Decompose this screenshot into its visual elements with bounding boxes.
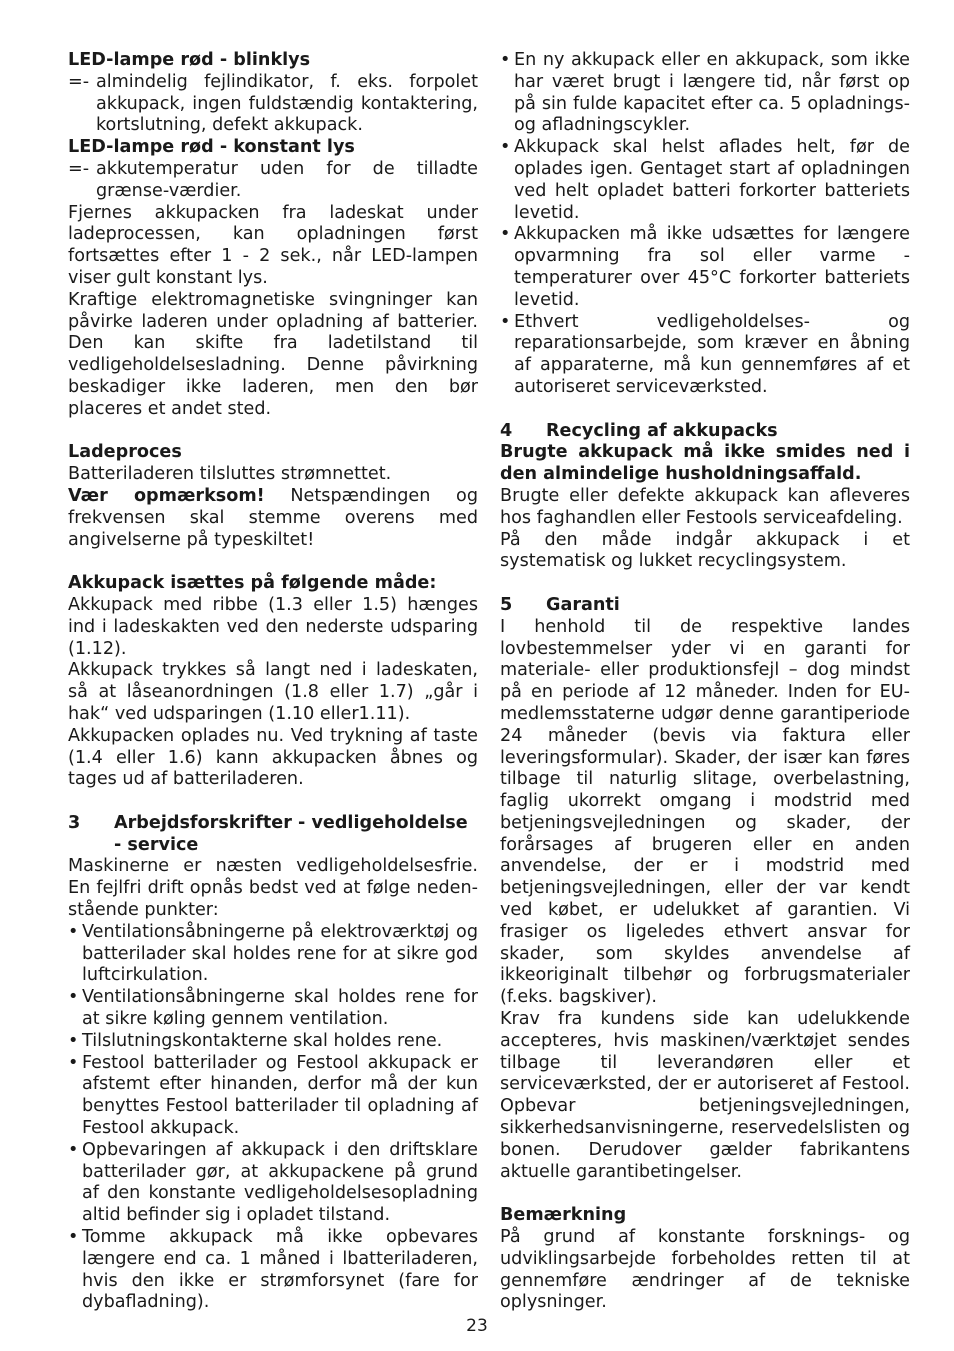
bullet-icon: •: [500, 50, 511, 70]
heading-led-blink: LED-lampe rød - blinklys: [68, 50, 311, 70]
section-4-subheading: Brugte akkupack må ikke smides ned i den almindelige husholdningsaffald.: [500, 442, 910, 485]
bullet-icon: •: [500, 137, 511, 158]
section-4-title: Recycling af akkupacks: [546, 420, 778, 441]
list-item: • Akkupack skal helst aflades helt, før de oplades igen. Gentaget start af opladningen ved helt opladet batteri forkorter batteriets levetid.: [500, 137, 910, 223]
list-item: • Tomme akkupack må ikke opbevares længere end ca. 1 måned i lbatteriladeren, hvis den ikke er strømforsynet (fare for dybafladning).: [68, 1227, 478, 1313]
heading-bemaerkning: Bemærkning: [500, 1205, 627, 1226]
list-item: • Akkupacken må ikke udsættes for længere opvarmning fra sol eller varme - temperaturer over 45°C forkorter batteriets levetid.: [500, 224, 910, 310]
list-item: • En ny akkupack eller en akkupack, som ikke har været brugt i længere tid, når først op på sin fulde kapacitet efter ca. 5 opladnings- og afladningscykler.: [500, 50, 910, 136]
section-4-number: 4: [500, 420, 513, 441]
heading-led-constant: LED-lampe rød - konstant lys: [68, 137, 355, 158]
heading-ladeproces: Ladeproces: [68, 442, 182, 463]
list-item: • Tilslutningskontakterne skal holdes rene.: [68, 1030, 443, 1051]
bullet-icon: •: [68, 1227, 79, 1248]
warning-label: Vær opmærksom!: [68, 485, 265, 506]
section-5-number: 5: [500, 594, 513, 615]
battery-care-list: [500, 50, 910, 399]
section-5-heading: [500, 595, 910, 617]
list-item: • Ventilationsåbningerne på elektroværktøj og batterilader skal holdes rene for at sikre god luftcirkulation.: [68, 921, 478, 986]
list-item: • Ethvert vedligeholdelses- og reparationsarbejde, som kræver en åbning af apparaterne, må kun gennemføres af et autoriseret serviceværksted.: [500, 311, 910, 397]
paragraph-bemaerkning: På grund af konstante forsknings- og udviklingsarbejde forbeholdes retten til at gennemføre ændringer af de tekniske oplysninger.: [500, 1227, 910, 1313]
paragraph-recycling: På den måde indgår akkupack i et systematisk og lukket recyclingsystem.: [500, 529, 910, 572]
bullet-icon: •: [500, 224, 511, 245]
paragraph-trykkes: Akkupack trykkes så langt ned i ladeskaten, så at låseanordningen (1.8 eller 1.7) „går i hak“ ved udsparingen (1.10 eller1.11).: [68, 660, 478, 724]
list-item: • Opbevaringen af akkupack i den driftsklare batterilader gør, at akkupackene på grund af den konstante vedligeholdelsesopladning altid befinder sig i opladet tilstand.: [68, 1139, 478, 1226]
list-item: • Ventilationsåbningerne skal holdes rene for at sikre køling gennem ventilation.: [68, 987, 478, 1030]
paragraph-warning: [68, 486, 478, 551]
paragraph-oplades: Akkupacken oplades nu. Ved trykning af taste (1.4 eller 1.6) kann akkupacken åbnes og tages ud af batteriladeren.: [68, 725, 478, 790]
paragraph-tilsluttes: Batteriladeren tilsluttes strømnettet.: [68, 464, 392, 485]
paragraph-fjernes: Fjernes akkupacken fra ladeskat under ladeprocessen, kan opladningen først fortsættes efter 1 - 2 sek., når LED-lampen viser gult konstant lys.: [68, 202, 478, 288]
section-3-number: 3: [68, 812, 81, 833]
led-constant-item: [68, 159, 478, 203]
bullet-icon: •: [500, 311, 511, 332]
paragraph-kraftige: Kraftige elektromagnetiske svingninger kan påvirke laderen under opladning af batterier. Den kan skifte fra ladetilstand til vedligeholdelsesladning. Denne påvirkning beskadiger ikke laderen, men den bør placeres et andet sted.: [68, 289, 478, 419]
warning-text: Netspændingen og frekvensen skal stemme overens med angivelserne på typeskiltet!: [68, 485, 478, 550]
page-number: 23: [466, 1316, 488, 1336]
section-3-heading: [68, 813, 478, 857]
paragraph-brugte: Brugte eller defekte akkupack kan afleveres hos faghandlen eller Festools serviceafdeling.: [500, 485, 910, 528]
led-constant-text: akkutemperatur uden for de tilladte grænse-værdier.: [96, 158, 478, 201]
led-blink-marker: =-: [68, 71, 90, 92]
paragraph-garanti: I henhold til de respektive landes lovbestemmelser yder vi en garanti for materiale- eller produktionsfejl – dog mindst på en periode af 12 måneder. Inden for EU-medlemsstaterne udgør denne garantiperiode 24 måneder (bevis via faktura eller leveringsformular). Skader, der især kan føres tilbage til naturlig slitage, overbelastning, faglig ukorrekt omgang i modstrid med betjeningsvejledningen og skader, der forårsages af brugeren eller en anden anvendelse, der er i modstrid med betjeningsvejledningen, eller der var kendt ved købet, er udelukket af garantien. Vi frasiger os ligeledes ethvert ansvar for skader, som skyldes anvendelse af ikkeoriginalt tilbehør og forbrugsmaterialer (f.eks. bagskiver).: [500, 616, 910, 1008]
led-blink-item: [68, 72, 478, 137]
bullet-icon: •: [68, 921, 79, 942]
left-column: [68, 50, 478, 1314]
paragraph-ribbe: Akkupack med ribbe (1.3 eller 1.5) hænges ind i ladeskakten ved den nederste udsparing (1.12).: [68, 594, 478, 659]
list-item: • Festool batterilader og Festool akkupack er afstemt efter hinanden, derfor må der kun benyttes Festool batterilader til opladning af Festool akkupack.: [68, 1052, 478, 1139]
section-4-heading: [500, 421, 910, 443]
paragraph-maskinerne: Maskinerne er næsten vedligeholdelsesfrie. En fejlfri drift opnås bedst ved at følge neden-stående punkter:: [68, 856, 478, 921]
led-blink-text: almindelig fejlindikator, f. eks. forpolet akkupack, ingen fuldstændig kontaktering, kortslutning, defekt akkupack.: [96, 71, 478, 136]
heading-isaettes: Akkupack isættes på følgende måde:: [68, 573, 437, 594]
bullet-icon: •: [68, 1030, 79, 1051]
paragraph-krav: Krav fra kundens side kan udelukkende accepteres, hvis maskinen/værktøjet sendes tilbage til leverandøren eller et serviceværksted, der er autoriseret af Festool. Opbevar betjeningsvejledningen, sikkerhedsanvisningerne, reservedelslisten og bonen. Derudover gælder fabrikantens aktuelle garantibetingelser.: [500, 1009, 910, 1182]
right-column: [500, 50, 910, 1314]
maintenance-list: [68, 922, 478, 1314]
section-5-title: Garanti: [546, 594, 620, 615]
bullet-icon: •: [68, 1139, 79, 1160]
led-constant-marker: =-: [68, 158, 90, 179]
section-3-title: Arbejdsforskrifter - vedligeholdelse - service: [114, 812, 468, 855]
bullet-icon: •: [68, 987, 79, 1008]
bullet-icon: •: [68, 1052, 79, 1073]
